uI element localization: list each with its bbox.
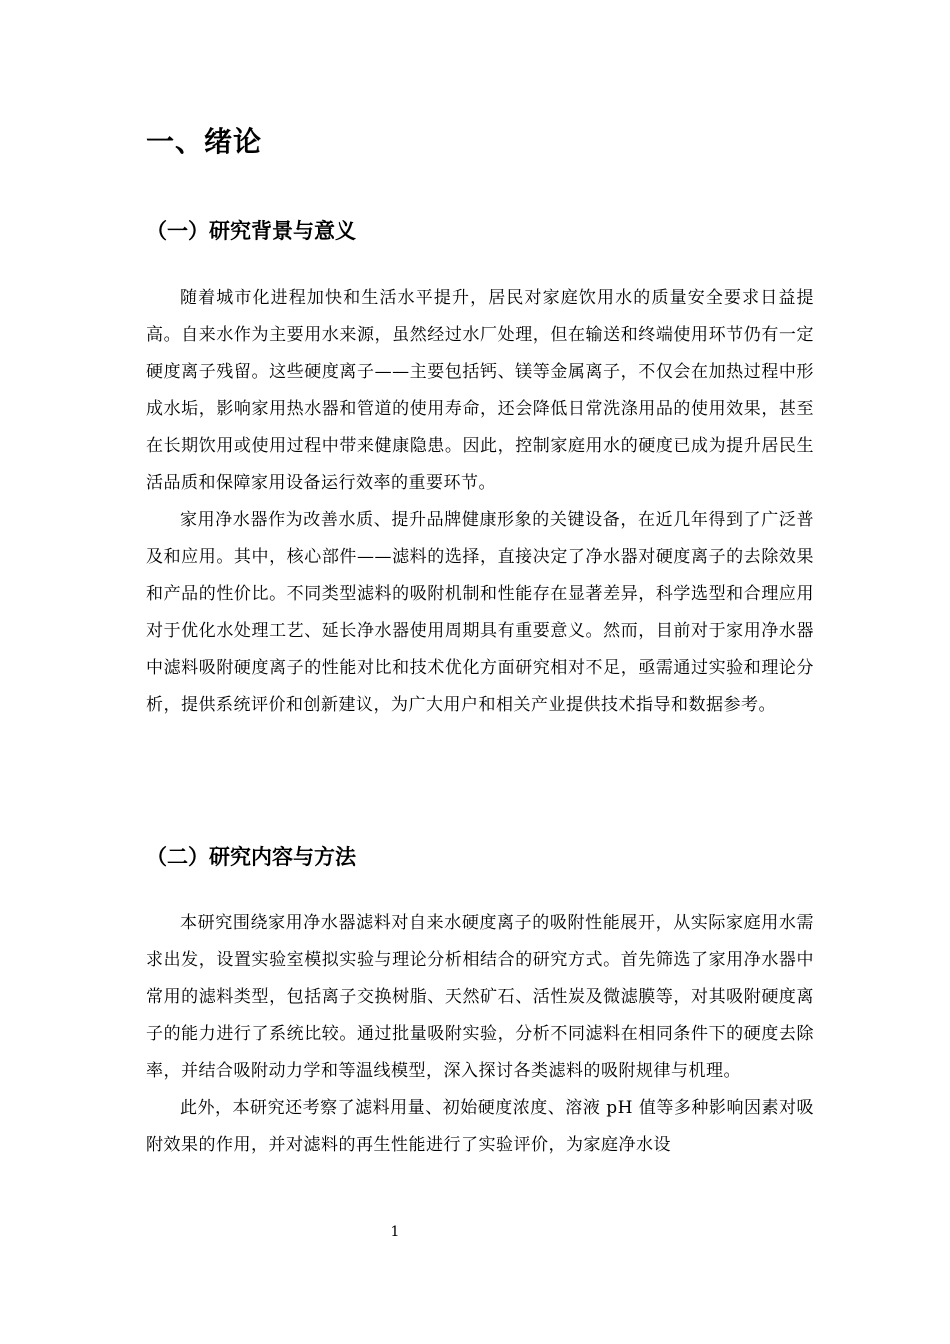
paragraph: 本研究围绕家用净水器滤料对自来水硬度离子的吸附性能展开，从实际家庭用水需求出发，设置实验室模拟实验与理论分析相结合的研究方式。首先筛选了家用净水器中常用的滤料类型，包括离子交换树脂、天然矿石、活性炭及微滤膜等，对其吸附硬度离子的能力进行了系统比较。通过批量吸附实验，分析不同滤料在相同条件下的硬度去除率，并结合吸附动力学和等温线模型，深入探讨各类滤料的吸附规律与机理。 — [146, 913, 814, 1081]
paragraph: 此外，本研究还考察了滤料用量、初始硬度浓度、溶液 pH 值等多种影响因素对吸附效果的作用，并对滤料的再生性能进行了实验评价，为家庭净水设 — [146, 1098, 814, 1155]
paragraph: 随着城市化进程加快和生活水平提升，居民对家庭饮用水的质量安全要求日益提高。自来水作为主要用水来源，虽然经过水厂处理，但在输送和终端使用环节仍有一定硬度离子残留。这些硬度离子——主要包括钙、镁等金属离子，不仅会在加热过程中形成水垢，影响家用热水器和管道的使用寿命，还会降低日常洗涤用品的使用效果，甚至在长期饮用或使用过程中带来健康隐患。因此，控制家庭用水的硬度已成为提升居民生活品质和保障家用设备运行效率的重要环节。 — [146, 288, 814, 493]
section-title-background: （一）研究背景与意义 — [146, 219, 356, 243]
paragraph: 家用净水器作为改善水质、提升品牌健康形象的关键设备，在近几年得到了广泛普及和应用。其中，核心部件——滤料的选择，直接决定了净水器对硬度离子的去除效果和产品的性价比。不同类型滤料的吸附机制和性能存在显著差异，科学选型和合理应用对于优化水处理工艺、延长净水器使用周期具有重要意义。然而，目前对于家用净水器中滤料吸附硬度离子的性能对比和技术优化方面研究相对不足，亟需通过实验和理论分析，提供系统评价和创新建议，为广大用户和相关产业提供技术指导和数据参考。 — [146, 510, 814, 715]
section-title-methods: （二）研究内容与方法 — [146, 845, 356, 869]
chapter-title: 一、绪论 — [146, 125, 263, 158]
section-body-background — [146, 280, 814, 724]
page-number: 1 — [390, 1224, 400, 1240]
section-body-methods — [146, 905, 814, 1164]
